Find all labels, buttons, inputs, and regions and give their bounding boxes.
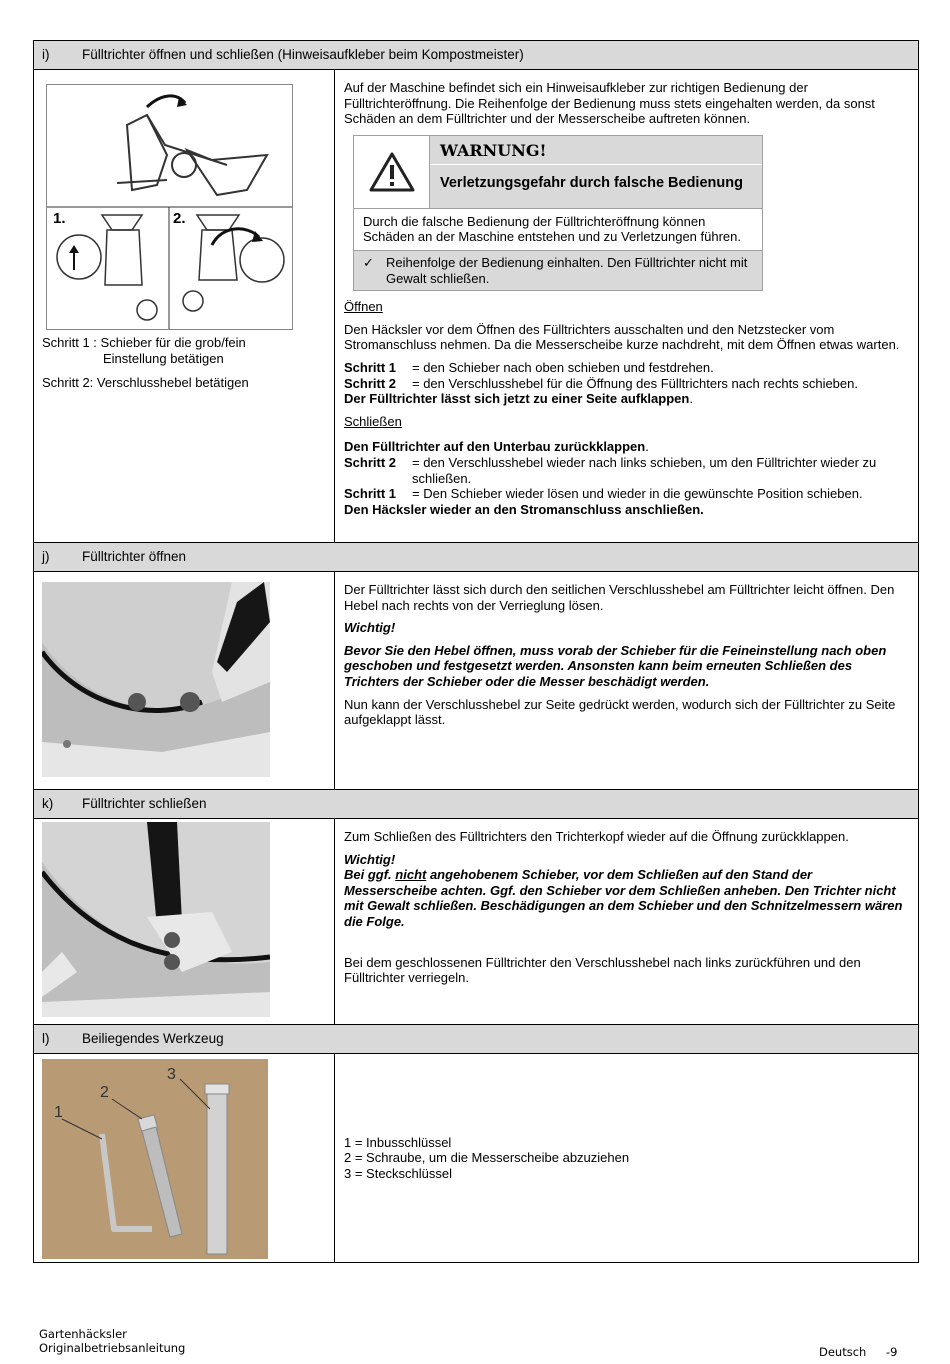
warning-box — [353, 135, 763, 291]
warning-subtitle: Verletzungsgefahr durch falsche Bedienung — [440, 174, 743, 191]
section-letter: j) — [42, 548, 50, 564]
photo-label-1: 1 — [54, 1104, 63, 1121]
tool-item-1: 1 = Inbusschlüssel — [344, 1134, 452, 1150]
open-step1-text: = den Schieber nach oben schieben und festdrehen. — [412, 359, 714, 375]
section-j — [33, 542, 919, 790]
important-text-part1: Bei ggf. — [344, 867, 396, 883]
important-text: Bevor Sie den Hebel öffnen, muss vorab der Schieber für die Feineinstellung nach oben geschoben und festgesetzt werden. Ansonsten kann beim erneuten Schließen des Trichters der Schieber oder die Messer beschädigt werden. — [344, 642, 887, 689]
caption-step2: Schritt 2: Verschlusshebel betätigen — [42, 375, 249, 391]
text-column — [335, 819, 918, 1024]
instruction-sticker-illustration — [46, 84, 293, 330]
footer-language: Deutsch — [819, 1345, 867, 1359]
open-step2-text: = den Verschlusshebel für die Öffnung des Fülltrichters nach rechts schieben. — [412, 375, 858, 391]
checkmark-icon: ✓ — [363, 254, 374, 270]
warning-triangle-icon — [354, 136, 430, 208]
close-step2-label: Schritt 2 — [344, 454, 397, 470]
text-column — [335, 70, 918, 542]
section-header — [34, 543, 918, 572]
open-step1-label: Schritt 1 — [344, 359, 397, 375]
caption-step1-line2: Einstellung betätigen — [103, 350, 224, 366]
important-text-part2: angehobenem Schieber, vor dem Schließen auf den Stand der Messerscheibe achten. Ggf. den Schieber vor dem Schließen anheben. Den Trichter nicht mit Gewalt schließen. Beschädigungen an dem Schieber und den Schnitzelmessern wären die Folge. — [344, 867, 903, 929]
figure-caption — [42, 335, 249, 391]
text-1: Der Fülltrichter lässt sich durch den seitlichen Verschlusshebel am Fülltrichter leicht öffnen. Den Hebel nach rechts von der Verrieglung lösen. — [344, 582, 895, 613]
photo-label-2: 2 — [100, 1084, 109, 1101]
text-column — [335, 572, 918, 789]
hopper-closed-photo — [42, 822, 270, 1017]
open-text: Den Häcksler vor dem Öffnen des Fülltrichters ausschalten und den Netzstecker vom Stromanschluss nehmen. Da die Messerscheibe kurze nachdreht, mit dem Öffnen etwas warten. — [344, 321, 900, 353]
figure-label-1: 1. — [53, 210, 66, 227]
close-step1-label: Schritt 1 — [344, 486, 397, 502]
close-heading: Schließen — [344, 413, 402, 429]
section-header — [34, 1025, 918, 1054]
section-letter: l) — [42, 1030, 50, 1046]
text-1: Zum Schließen des Fülltrichters den Trichterkopf wieder auf die Öffnung zurückklappen. — [344, 829, 849, 844]
warning-title: WARNUNG! — [430, 136, 762, 165]
close-last: Den Häcksler wieder an den Stromanschluss anschließen. — [344, 501, 704, 517]
section-l — [33, 1024, 919, 1263]
close-step1-text: = Den Schieber wieder lösen und wieder in die gewünschte Position schieben. — [412, 486, 863, 502]
open-step2-label: Schritt 2 — [344, 375, 397, 391]
important-text — [344, 867, 906, 929]
section-title: Fülltrichter schließen — [82, 795, 207, 811]
open-steps: Schritt 1 = den Schieber nach oben schieben und festdrehen. Schritt 2 = den Verschlusshebel für die Öffnung des Fülltrichters nach rechts schieben. Der Fülltrichter lässt sich jetzt zu einer Seite aufklappen. — [344, 359, 858, 407]
photo-column — [34, 572, 335, 789]
footer-page-number: -9 — [886, 1345, 898, 1359]
open-result: Der Fülltrichter lässt sich jetzt zu einer Seite aufklappen — [344, 391, 690, 407]
important-label: Wichtig! — [344, 851, 396, 867]
important-label: Wichtig! — [344, 620, 396, 636]
shredder-drawing — [47, 85, 292, 329]
open-heading: Öffnen — [344, 299, 383, 315]
footer-left — [39, 1328, 185, 1356]
section-header — [34, 41, 918, 70]
figure-label-2: 2. — [173, 210, 186, 227]
footer-doc-type: Originalbetriebsanleitung — [39, 1340, 186, 1355]
caption-step1-line1: Schritt 1 : Schieber für die grob/fein — [42, 335, 246, 350]
section-title: Fülltrichter öffnen — [82, 548, 187, 564]
tool-item-3: 3 = Steckschlüssel — [344, 1165, 453, 1181]
section-title: Fülltrichter öffnen und schließen (Hinweisaufkleber beim Kompostmeister) — [82, 46, 524, 62]
warning-instruction: Reihenfolge der Bedienung einhalten. Den Fülltrichter nicht mit Gewalt schließen. — [386, 254, 748, 286]
text-2: Nun kann der Verschlusshebel zur Seite gedrückt werden, wodurch sich der Fülltrichter zu Seite aufgeklappt lässt. — [344, 696, 896, 728]
illustration-column — [34, 70, 335, 542]
text-2: Bei dem geschlossenen Fülltrichter den Verschlusshebel nach links zurückführen und den Fülltrichter verriegeln. — [344, 954, 861, 986]
footer-product: Gartenhäcksler — [39, 1327, 127, 1341]
warning-text: Durch die falsche Bedienung der Fülltrichteröffnung können Schäden an der Maschine entstehen und zu Verletzungen führen. — [354, 209, 762, 251]
important-text-underlined: nicht — [395, 867, 427, 883]
photo-column — [34, 819, 335, 1024]
text-column — [335, 1054, 918, 1262]
photo-column — [34, 1054, 335, 1262]
intro-text: Auf der Maschine befindet sich ein Hinweisaufkleber zur richtigen Bedienung der Fülltrichteröffnung. Die Reihenfolge der Bedienung muss stets eingehalten werden, da sonst Schäden an dem Fülltrichter und der Messerscheibe auftreten können. — [344, 80, 875, 127]
section-k — [33, 789, 919, 1025]
section-header — [34, 790, 918, 819]
section-title: Beiliegendes Werkzeug — [82, 1030, 224, 1046]
photo-label-3: 3 — [167, 1066, 176, 1083]
section-i — [33, 40, 919, 543]
tools-photo — [42, 1059, 268, 1259]
hopper-open-photo — [42, 582, 270, 777]
close-first: Den Fülltrichter auf den Unterbau zurückklappen — [344, 439, 646, 455]
close-steps: Den Fülltrichter auf den Unterbau zurückklappen. Schritt 2 = den Verschlusshebel wieder nach links schieben, um den Fülltrichter wieder zu schließen. Schritt 1 = Den Schieber wieder lösen und wieder in die gewünschte Position schieben. Den Häcksler wieder an den Stromanschluss anschließen. — [344, 439, 906, 517]
footer-right — [819, 1346, 897, 1360]
tool-item-2: 2 = Schraube, um die Messerscheibe abzuziehen — [344, 1150, 630, 1166]
section-letter: i) — [42, 46, 50, 62]
section-letter: k) — [42, 795, 54, 811]
close-step2-text: = den Verschlusshebel wieder nach links schieben, um den Fülltrichter wieder zu schließen. — [412, 454, 877, 486]
